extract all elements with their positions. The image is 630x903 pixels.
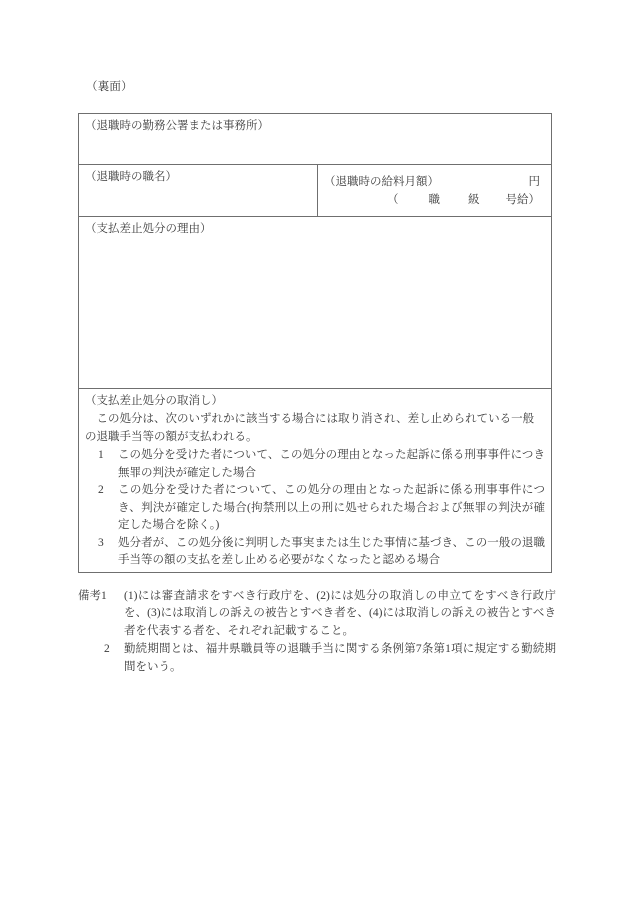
cancellation-heading: （支払差止処分の取消し） [85, 395, 223, 407]
cancellation-cell [79, 389, 551, 572]
list-item [85, 535, 545, 570]
remark-text: 勤続期間とは、福井県職員等の退職手当に関する条例第7条第1項に規定する勤続期間をいう。 [124, 643, 556, 673]
retirement-allowance-form-table [78, 113, 552, 573]
reason-field-label: （支払差止処分の理由） [85, 223, 212, 235]
table-row-office [79, 114, 551, 165]
remark-label: 2 [104, 643, 110, 656]
jobname-field-label: （退職時の職名） [79, 165, 318, 216]
salary-grade-label: 職 [428, 193, 440, 206]
clause-number: 2 [98, 484, 104, 497]
clause-text: この処分を受けた者について、この処分の理由となった起訴に係る刑事事件につき、判決が確定した場合(拘禁刑以上の刑に処せられた場合および無罪の判決が確定した場合を除く。) [118, 484, 545, 532]
table-row-jobname-salary [79, 165, 551, 217]
remark-label: 備考1 [78, 590, 107, 602]
page-side-label: （裏面） [86, 81, 133, 93]
salary-grade-row [324, 192, 545, 209]
salary-class-label: 級 [468, 193, 480, 206]
salary-label-row [324, 174, 545, 191]
salary-field-cell [318, 165, 551, 216]
clause-text: この処分を受けた者について、この処分の理由となった起訴に係る刑事事件につき無罪の判決が確定した場合 [118, 449, 545, 479]
remark-text: (1)には審査請求をすべき行政庁を、(2)には処分の取消しの申立てをすべき行政庁を、(3)には取消しの訴えの被告とすべき者を、(4)には取消しの訴えの被告とすべき者を代表する者を、それぞれ記載すること。 [124, 590, 556, 637]
clause-number: 3 [98, 536, 104, 549]
salary-paren-open: （ [387, 193, 399, 206]
office-field-label: （退職時の勤務公署または事務所） [85, 120, 269, 132]
salary-field-label: （退職時の給料月額） [324, 176, 439, 188]
cancellation-lead-paragraph: この処分は、次のいずれかに該当する場合には取り消され、差し止められている一般の退職手当等の額が支払われる。 [85, 413, 535, 443]
remark-item [78, 588, 556, 640]
table-row-cancellation [79, 389, 551, 572]
remarks-section [78, 588, 556, 676]
cancellation-clause-list [85, 447, 545, 569]
list-item [85, 447, 545, 482]
list-item [85, 482, 545, 534]
salary-currency-unit: 円 [528, 176, 540, 188]
salary-step-label: 号給） [505, 193, 540, 206]
clause-number: 1 [98, 449, 104, 462]
remark-item [78, 641, 556, 676]
table-row-reason [79, 217, 551, 389]
clause-text: 処分者が、この処分後に判明した事実または生じた事情に基づき、この一般の退職手当等の額の支払を差し止める必要がなくなったと認める場合 [118, 536, 545, 566]
